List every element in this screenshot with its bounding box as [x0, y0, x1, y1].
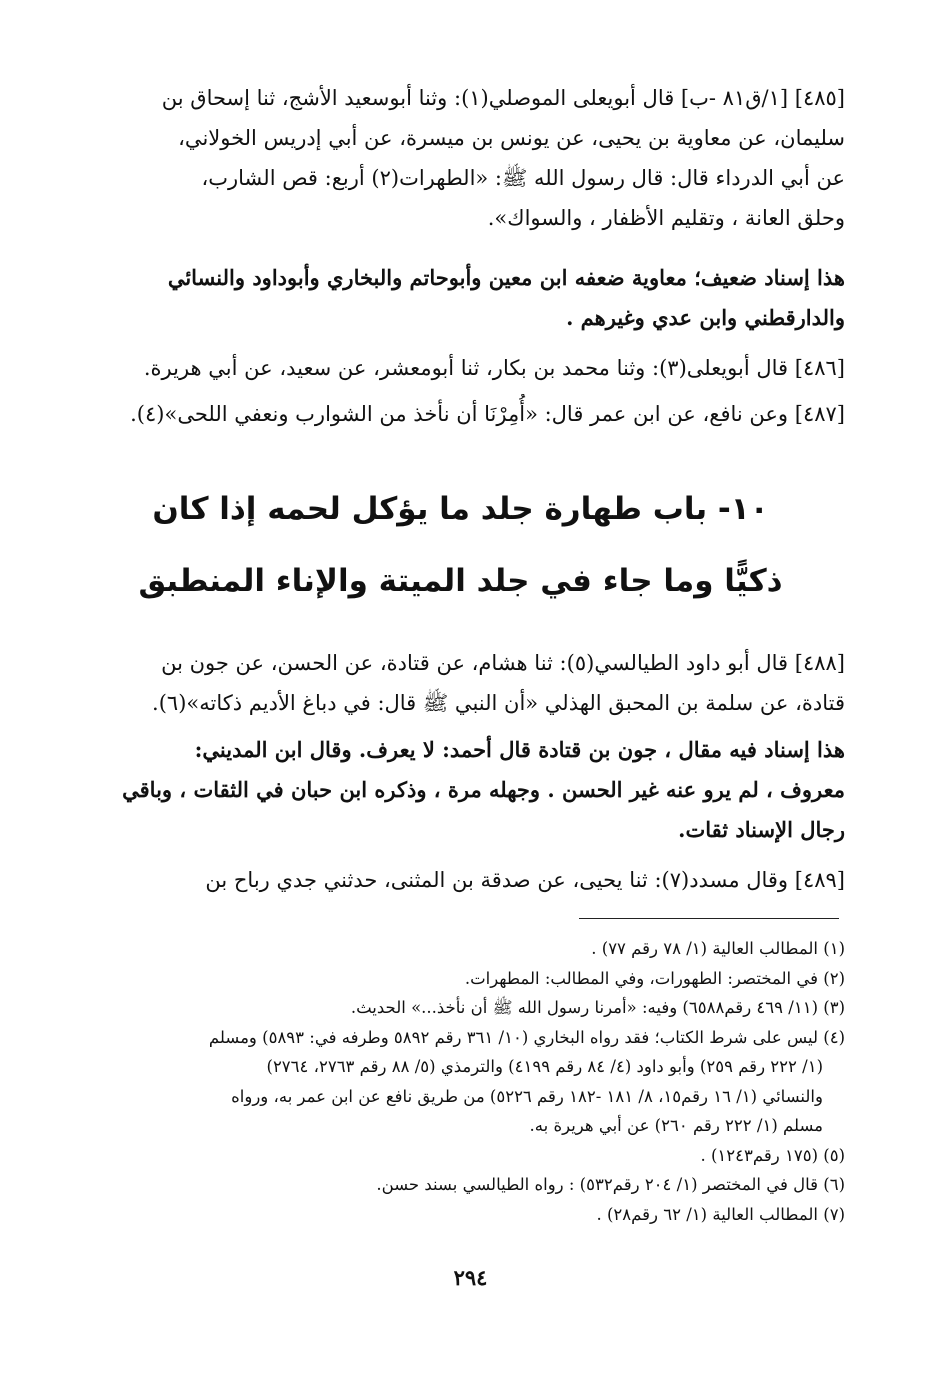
- hadith-489: [76, 860, 845, 900]
- footnote-line: (٥) (١٧٥ رقم١٢٤٣) .: [700, 1145, 845, 1165]
- footnote-line: (١) المطالب العالية (١/ ٧٨ رقم ٧٧) .: [591, 939, 845, 958]
- text-line: قتادة، عن سلمة بن المحبق الهذلي «أن النبي ﷺ قال: في دباغ الأديم ذكاته»(٦).: [152, 691, 845, 715]
- footnote-line: (١/ ٢٢٢ رقم ٢٥٩) وأبو داود (٤/ ٨٤ رقم ٤١٩٩) والترمذي (٥/ ٨٨ رقم ٢٧٦٣، ٢٧٦٤): [266, 1057, 823, 1076]
- hadith-485: [76, 78, 845, 238]
- text-line: رجال الإسناد ثقات.: [678, 817, 845, 842]
- footnote-line: (٧) المطالب العالية (١/ ٦٢ رقم٢٨) .: [596, 1204, 845, 1224]
- text-line: سليمان، عن معاوية بن يحيى، عن يونس بن ميسرة، عن أبي إدريس الخولاني،: [178, 126, 845, 150]
- footnote-line: (٣) (١١/ ٤٦٩ رقم٦٥٨٨) وفيه: «أمرنا رسول الله ﷺ أن نأخذ...» الحديث.: [350, 998, 845, 1017]
- hadith-486: [76, 348, 845, 388]
- hadith-487: [76, 394, 845, 434]
- chapter-title-line: ١٠- باب طهارة جلد ما يؤكل لحمه إذا كان: [152, 491, 769, 527]
- text-line: عن أبي الدرداء قال: قال رسول الله ﷺ: «الطهرات(٢) أربع: قص الشارب،: [201, 166, 845, 190]
- footnote-separator: [579, 918, 839, 919]
- footnote-line: والنسائي (١/ ١٦ رقم١٥، ٨/ ١٨١ -١٨٢ رقم ٥٢٢٦) من طريق نافع عن ابن عمر به، ورواه: [231, 1086, 823, 1106]
- footnote-line: (٢) في المختصر: الطهورات، وفي المطالب: المطهرات.: [464, 968, 845, 988]
- isnad-comment-488: [76, 730, 845, 850]
- footnote-line: مسلم (١/ ٢٢٢ رقم ٢٦٠) عن أبي هريرة به.: [529, 1116, 823, 1135]
- chapter-title-line: ذكيًّا وما جاء في جلد الميتة والإناء المنطبق: [138, 563, 783, 599]
- chapter-title: [60, 473, 861, 617]
- text-line: والدارقطني وابن عدي وغيرهم .: [566, 305, 845, 330]
- text-line: [٤٨٩] وقال مسدد(٧): ثنا يحيى، عن صدقة بن المثنى، حدثني جدي رباح بن: [205, 868, 845, 892]
- text-line: معروف ، لم يرو عنه غير الحسن . وجهله مرة ، وذكره ابن حبان في الثقات ، وباقي: [122, 777, 845, 802]
- text-line: [٤٨٨] قال أبو داود الطيالسي(٥): ثنا هشام، عن قتادة، عن الحسن، عن جون بن: [161, 651, 845, 675]
- hadith-488: [76, 643, 845, 723]
- isnad-comment-485: [76, 258, 845, 338]
- text-line: هذا إسناد فيه مقال ، جون بن قتادة قال أحمد: لا يعرف. وقال ابن المديني:: [194, 737, 845, 762]
- footnotes: [76, 934, 845, 1229]
- text-line: وحلق العانة ، وتقليم الأظفار ، والسواك».: [487, 206, 845, 230]
- page-number: ٢٩٤: [453, 1265, 488, 1290]
- text-line: [٤٨٧] وعن نافع، عن ابن عمر قال: «أُمِرْنَا أن نأخذ من الشوارب ونعفي اللحى»(٤).: [130, 402, 845, 426]
- footnote-line: (٦) قال في المختصر (١/ ٢٠٤ رقم٥٣٢) : رواه الطيالسي بسند حسن.: [376, 1175, 845, 1194]
- footnote-line: (٤) ليس على شرط الكتاب؛ فقد رواه البخاري (١٠/ ٣٦١ رقم ٥٨٩٢ وطرفه في: ٥٨٩٣) ومسلم: [208, 1027, 845, 1047]
- text-line: هذا إسناد ضعيف؛ معاوية ضعفه ابن معين وأبوحاتم والبخاري وأبوداود والنسائي: [167, 265, 845, 290]
- text-line: [٤٨٦] قال أبويعلى(٣): وثنا محمد بن بكار، ثنا أبومعشر، عن سعيد، عن أبي هريرة.: [143, 356, 845, 380]
- text-line: [٤٨٥] [١/ق٨١ -ب] قال أبويعلى الموصلي(١): وثنا أبوسعيد الأشج، ثنا إسحاق بن: [161, 86, 845, 110]
